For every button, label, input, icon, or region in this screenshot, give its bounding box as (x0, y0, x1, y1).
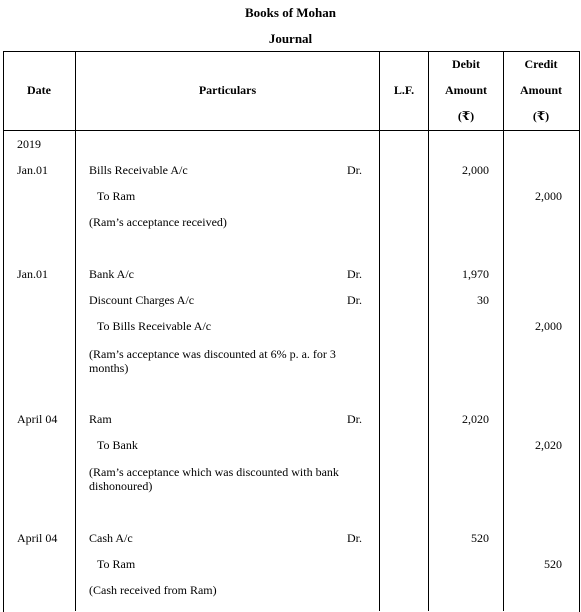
header-debit-amount: Amount (444, 83, 487, 97)
debit-account: Discount Charges A/c (89, 293, 195, 307)
credit-amount: 520 (544, 557, 562, 571)
credit-account: To Ram (97, 557, 136, 571)
narration: (Ram’s acceptance which was discounted with bank dishonoured) (89, 465, 339, 493)
column-divider (75, 51, 76, 611)
table-frame (3, 51, 580, 612)
year-label: 2019 (17, 137, 41, 151)
debit-account: Bills Receivable A/c (89, 163, 188, 177)
debit-amount: 30 (477, 293, 489, 307)
narration: (Ram’s acceptance received) (89, 215, 227, 229)
debit-amount: 2,000 (462, 163, 489, 177)
debit-amount: 1,970 (462, 267, 489, 281)
entry-date: Jan.01 (17, 163, 48, 177)
dr-label: Dr. (347, 412, 362, 426)
entry-date: April 04 (17, 531, 58, 545)
dr-label: Dr. (347, 293, 362, 307)
debit-account: Ram (89, 412, 112, 426)
header-date: Date (27, 83, 51, 97)
header-divider (3, 130, 579, 131)
dr-label: Dr. (347, 267, 362, 281)
dr-label: Dr. (347, 531, 362, 545)
narration: (Ram’s acceptance was discounted at 6% p. a. for 3 months) (89, 347, 336, 375)
credit-account: To Bank (97, 438, 138, 452)
entry-date: April 04 (17, 412, 58, 426)
debit-account: Bank A/c (89, 267, 134, 281)
header-debit: Debit (452, 57, 480, 71)
column-divider (428, 51, 429, 611)
header-credit: Credit (524, 57, 558, 71)
debit-account: Cash A/c (89, 531, 133, 545)
header-credit-amount: Amount (519, 83, 562, 97)
header-debit-currency: (₹) (457, 109, 475, 123)
credit-amount: 2,020 (535, 438, 562, 452)
credit-account: To Bills Receivable A/c (97, 319, 212, 333)
entry-date: Jan.01 (17, 267, 48, 281)
credit-account: To Ram (97, 189, 136, 203)
book-title: Books of Mohan (244, 5, 337, 20)
column-divider (379, 51, 380, 611)
debit-amount: 2,020 (462, 412, 489, 426)
header-particulars: Particulars (198, 83, 257, 97)
narration: (Cash received from Ram) (89, 583, 217, 597)
debit-amount: 520 (471, 531, 489, 545)
credit-amount: 2,000 (535, 319, 562, 333)
header-credit-currency: (₹) (532, 109, 550, 123)
journal-title: Journal (268, 31, 313, 46)
header-lf: L.F. (393, 83, 415, 97)
credit-amount: 2,000 (535, 189, 562, 203)
dr-label: Dr. (347, 163, 362, 177)
